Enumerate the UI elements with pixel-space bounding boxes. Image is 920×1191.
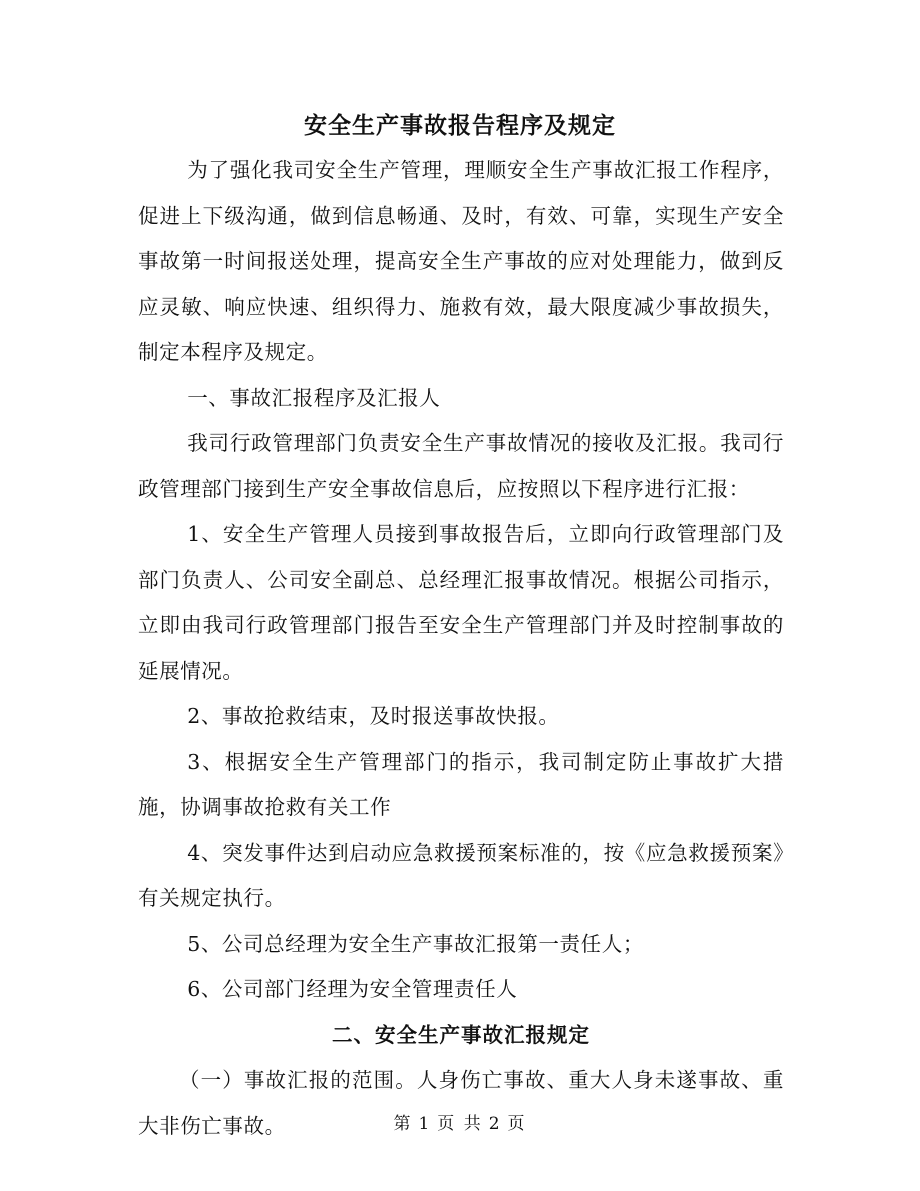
list-item-4: 4、突发事件达到启动应急救援预案标准的，按《应急救援预案》有关规定执行。	[138, 840, 784, 910]
section2-paragraph: （一）事故汇报的范围。人身伤亡事故、重大人身未遂事故、重大非伤亡事故。	[138, 1068, 784, 1138]
list-item-2: 2、事故抢救结束，及时报送事故快报。	[187, 704, 560, 728]
paragraph-responsibility: 我司行政管理部门负责安全生产事故情况的接收及汇报。我司行政管理部门接到生产安全事故信息后，应按照以下程序进行汇报：	[138, 431, 784, 501]
section1-heading: 一、事故汇报程序及汇报人	[187, 385, 441, 410]
section2-heading: 二、安全生产事故汇报规定	[332, 1022, 590, 1047]
footer-middle: 页 共	[437, 1114, 483, 1134]
list-item-5: 5、公司总经理为安全生产事故汇报第一责任人；	[187, 931, 644, 956]
intro-paragraph: 为了强化我司安全生产管理，理顺安全生产事故汇报工作程序，促进上下级沟通，做到信息畅通、及时，有效、可靠，实现生产安全事故第一时间报送处理，提高安全生产事故的应对处理能力，做到反应灵敏、响应快速、组织得力、施救有效，最大限度减少事故损失，制定本程序及规定。	[138, 158, 784, 364]
list-item-1: 1、安全生产管理人员接到事故报告后，立即向行政管理部门及部门负责人、公司安全副总、总经理汇报事故情况。根据公司指示，立即由我司行政管理部门报告至安全生产管理部门并及时控制事故的延展情况。	[138, 522, 784, 683]
document-title: 安全生产事故报告程序及规定	[304, 112, 616, 139]
footer-total-pages: 2	[488, 1114, 502, 1134]
footer-current-page: 1	[418, 1114, 432, 1134]
list-item-3: 3、根据安全生产管理部门的指示，我司制定防止事故扩大措施，协调事故抢救有关工作	[138, 749, 784, 819]
list-item-6: 6、公司部门经理为安全管理责任人	[187, 977, 518, 1001]
page-footer	[0, 1111, 920, 1137]
footer-suffix: 页	[507, 1114, 527, 1134]
footer-prefix: 第	[393, 1114, 413, 1134]
document-body	[138, 148, 784, 1149]
